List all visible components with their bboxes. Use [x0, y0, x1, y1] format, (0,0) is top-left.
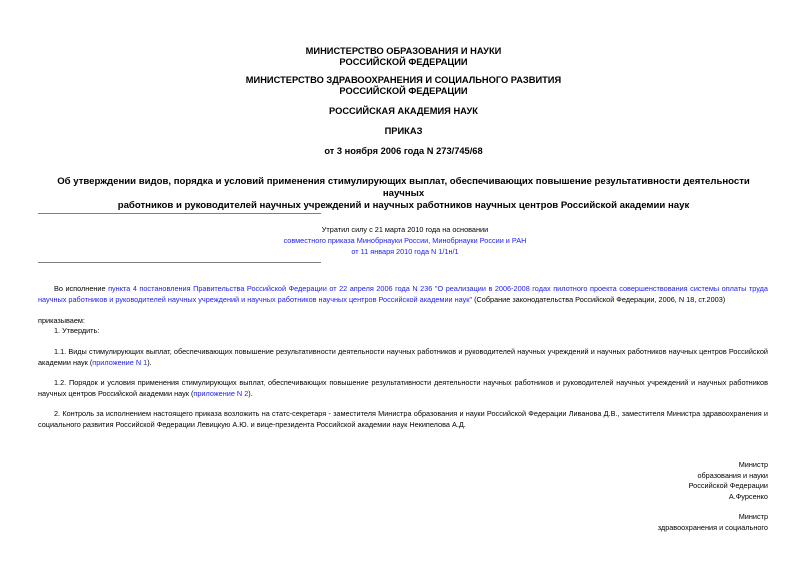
signature-1-country: Российской Федерации [688, 481, 768, 490]
issuer-health [0, 75, 807, 97]
issuer-health-line1: МИНИСТЕРСТВО ЗДРАВООХРАНЕНИЯ И СОЦИАЛЬНОГО РАЗВИТИЯ [245, 75, 562, 85]
signature-1-title: Министр [738, 460, 768, 469]
document-date: от 3 ноября 2006 года N 273/745/68 [324, 146, 483, 156]
preamble-prefix: Во исполнение [54, 284, 109, 293]
lost-force-text: Утратил силу с 21 марта 2010 года на основании [321, 225, 489, 234]
issuer-academy: РОССИЙСКАЯ АКАДЕМИЯ НАУК [329, 106, 478, 116]
item-1-1 [38, 347, 768, 368]
item-2-text: 2. Контроль за исполнением настоящего приказа возложить на статс-секретаря - заместителя Министра образования и науки Российской Федерации Ливанова Д.В., заместителя Министра здравоохранения и социального развития Российской Федерации Левицкую А.Ю. и вице-президента Российской академии наук Некипелова А.Д. [38, 409, 768, 429]
item-1-2-end: ). [248, 388, 253, 398]
item-1-1-text: 1.1. Виды стимулирующих выплат, обеспечивающих повышение результативности деятельности научных работников и руководителей научных учреждений и научных работников научных центров Российской академии наук ( [38, 347, 768, 367]
item-2 [38, 409, 768, 430]
signature-2-ministry: здравоохранения и социального [657, 522, 768, 532]
preamble-paragraph [38, 284, 768, 305]
signature-1-name: А.Фурсенко [728, 491, 768, 501]
item-1-2 [38, 378, 768, 399]
lost-force-note [240, 224, 570, 257]
divider-bottom [38, 262, 321, 263]
preamble-suffix: (Собрание законодательства Российской Федерации, 2006, N 18, ст.2003) [472, 294, 726, 304]
divider-top [38, 213, 321, 214]
signature-1-ministry: образования и науки [697, 470, 768, 480]
issuer-education-line1: МИНИСТЕРСТВО ОБРАЗОВАНИЯ И НАУКИ [305, 46, 502, 56]
document-title [40, 176, 767, 212]
signature-education-minister [568, 460, 768, 502]
appendix-1-link[interactable]: приложение N 1 [92, 357, 148, 367]
issuer-education-line2: РОССИЙСКОЙ ФЕДЕРАЦИИ [339, 57, 468, 67]
issuer-health-line2: РОССИЙСКОЙ ФЕДЕРАЦИИ [339, 86, 468, 96]
orders-word: приказываем: [38, 316, 85, 325]
appendix-2-link[interactable]: приложение N 2 [193, 388, 249, 398]
item-1-text: 1. Утвердить: [54, 326, 100, 335]
signature-health-minister [568, 512, 768, 533]
document-title-line1: Об утверждении видов, порядка и условий применения стимулирующих выплат, обеспечивающих повышение результативности деятельности научных [57, 176, 750, 199]
lost-force-link-order[interactable]: совместного приказа Минобрнауки России, Минобрнауки России и РАН [283, 236, 527, 245]
document-title-line2: работников и руководителей научных учреждений и научных работников научных центров Российской академии наук [117, 200, 690, 211]
document-type: ПРИКАЗ [384, 126, 423, 136]
item-1-2-text: 1.2. Порядок и условия применения стимулирующих выплат, обеспечивающих повышение результативности деятельности научных работников и руководителей научных учреждений и научных работников научных центров Российской академии наук ( [38, 378, 768, 398]
issuer-education [0, 46, 807, 68]
lost-force-link-date[interactable]: от 11 января 2010 года N 1/1н/1 [351, 247, 459, 256]
signature-2-title: Министр [738, 512, 768, 521]
item-1-1-end: ). [147, 357, 152, 367]
resolution-link[interactable]: пункта 4 постановления Правительства Российской Федерации от 22 апреля 2006 года N 236 "О реализации в 2006-2008 годах пилотного проекта совершенствования системы оплаты труда научных работников и руководителей научных учреждений и научных работников научных центров Российской академии наук" [38, 284, 768, 304]
item-1 [38, 326, 768, 337]
